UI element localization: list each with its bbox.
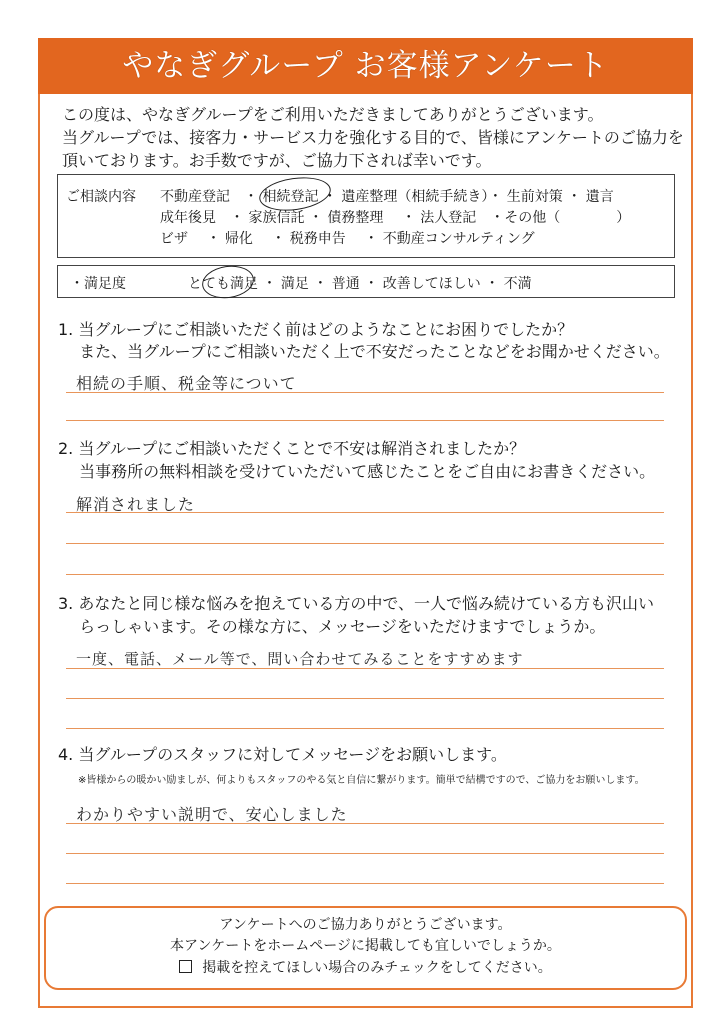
satisfaction-label: ・満足度: [70, 276, 126, 292]
question-3-line: らっしゃいます。その様な方に、メッセージをいただけますでしょうか。: [58, 617, 606, 636]
survey-title: やなぎグループ お客様アンケート: [38, 38, 693, 94]
consultation-label: ご相談内容: [66, 189, 136, 205]
footer-thanks: アンケートへのご協力ありがとうございます。: [219, 917, 512, 933]
question-4-note: ※皆様からの暖かい励ましが、何よりもスタッフのやる気と自信に繋がります。簡単で結構ですので、ご協力をお願いします。: [78, 775, 645, 786]
intro-line: この度は、やなぎグループをご利用いただきましてありがとうございます。: [62, 105, 604, 124]
checkbox-label: 掲載を控えてほしい場合のみチェックをしてください。: [202, 960, 552, 976]
satisfaction-options[interactable]: とても満足 ・ 満足 ・ 普通 ・ 改善してほしい ・ 不満: [188, 276, 532, 292]
answer-3[interactable]: 一度、電話、メール等で、問い合わせてみることをすすめます: [76, 650, 524, 668]
answer-2[interactable]: 解消されました: [76, 495, 196, 514]
question-3-line: 3. あなたと同じ様な悩みを抱えている方の中で、一人で悩み続けている方も沢山い: [58, 594, 655, 613]
answer-4[interactable]: わかりやすい説明で、安心しました: [76, 805, 348, 824]
answer-line: [66, 574, 664, 575]
answer-line: [66, 392, 664, 393]
answer-line: [66, 543, 664, 544]
question-1-line: 1. 当グループにご相談いただく前はどのようなことにお困りでしたか？: [58, 320, 574, 339]
answer-line: [66, 512, 664, 513]
consultation-options-row[interactable]: 成年後見 ・ 家族信託 ・ 債務整理 ・ 法人登記 ・その他（ ）: [160, 210, 631, 226]
answer-line: [66, 853, 664, 854]
consultation-options-row[interactable]: 不動産登記 ・ 相続登記 ・ 遺産整理（相続手続き）・ 生前対策 ・ 遺言: [160, 189, 614, 205]
question-2-line: 2. 当グループにご相談いただくことで不安は解消されましたか？: [58, 439, 526, 458]
answer-line: [66, 420, 664, 421]
answer-line: [66, 668, 664, 669]
publish-opt-out-checkbox[interactable]: [179, 960, 192, 973]
answer-line: [66, 883, 664, 884]
answer-line: [66, 823, 664, 824]
answer-1[interactable]: 相続の手順、税金等について: [76, 374, 297, 393]
question-1-line: また、当グループにご相談いただく上で不安だったことなどをお聞かせください。: [58, 342, 670, 361]
answer-line: [66, 728, 664, 729]
question-2-line: 当事務所の無料相談を受けていただいて感じたことをご自由にお書きください。: [58, 462, 656, 481]
intro-text: [62, 103, 682, 172]
consultation-options-row[interactable]: ビザ ・ 帰化 ・ 税務申告 ・ 不動産コンサルティング: [160, 231, 535, 247]
footer-question: 本アンケートをホームページに掲載しても宜しいでしょうか。: [170, 938, 561, 954]
footer-checkbox-row: [44, 957, 687, 977]
intro-line: 当グループでは、接客力・サービス力を強化する目的で、皆様にアンケートのご協力を: [62, 128, 684, 147]
answer-line: [66, 698, 664, 699]
intro-line: 頂いております。お手数ですが、ご協力下されば幸いです。: [62, 151, 492, 170]
question-4-line: 4. 当グループのスタッフに対してメッセージをお願いします。: [58, 745, 507, 764]
